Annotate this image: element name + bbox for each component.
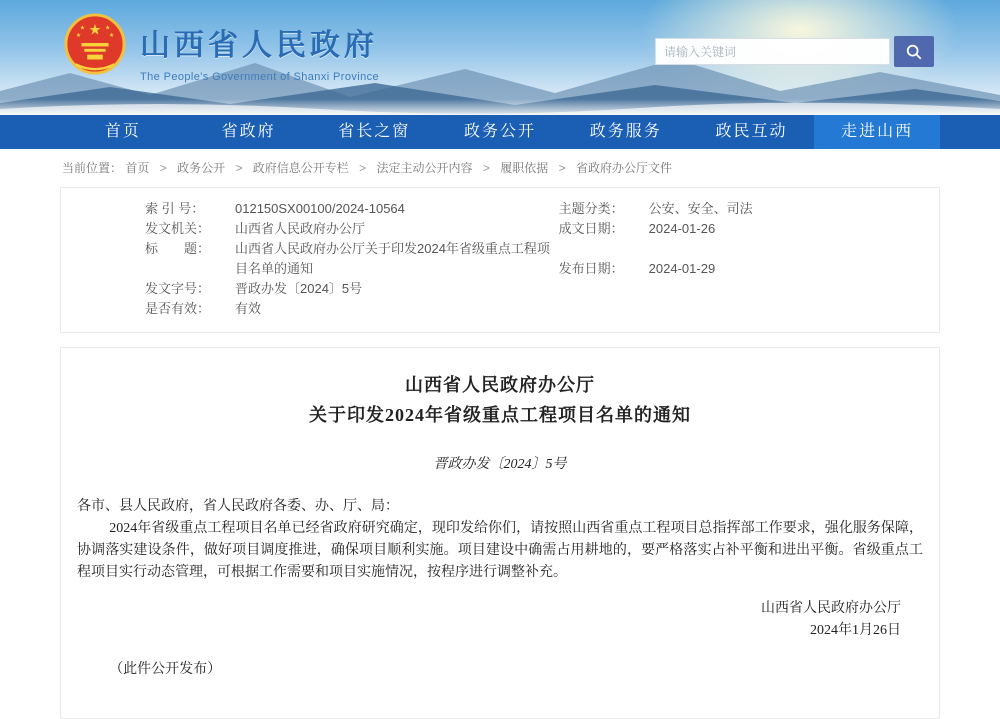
nav-item-public-interaction[interactable]: 政民互动 (715, 123, 788, 140)
signature-block (77, 598, 923, 642)
meta-row-index-number (145, 199, 553, 219)
signature-date: 2024年1月26日 (810, 623, 901, 638)
meta-row-written-date (559, 219, 939, 239)
nav-item-into-shanxi[interactable]: 走进山西 (814, 115, 940, 149)
nav-item-governor-window[interactable]: 省长之窗 (338, 123, 411, 140)
meta-label: 发文字号： (145, 281, 211, 296)
signature-organization: 山西省人民政府办公厅 (761, 601, 901, 616)
meta-value: 2024-01-26 (648, 221, 716, 236)
meta-row-issuing-agency (145, 219, 553, 239)
document-title-line2: 关于印发2024年省级重点工程项目名单的通知 (309, 405, 691, 425)
svg-text:★: ★ (79, 25, 86, 32)
breadcrumb-item-disclosure[interactable]: 政务公开 (177, 161, 226, 175)
meta-label: 是否有效： (145, 301, 211, 316)
search-input[interactable] (655, 38, 890, 65)
document-title-line1: 山西省人民政府办公厅 (405, 375, 595, 395)
svg-text:★: ★ (75, 33, 82, 40)
breadcrumb (0, 149, 1000, 187)
svg-text:★: ★ (104, 25, 111, 32)
metadata-right-column (553, 199, 939, 319)
search-icon (905, 43, 923, 61)
breadcrumb-item-info-column[interactable]: 政府信息公开专栏 (252, 161, 349, 175)
document-paragraph: 2024年省级重点工程项目名单已经省政府研究确定，现印发给你们，请按照山西省重点工程项目总指挥部工作要求，强化服务保障，协调落实建设条件，做好项目调度推进，确保项目顺利实施。项目建设中确需占用耕地的，要严格落实占补平衡和进出平衡。省级重点工程项目实行动态管理，可根据工作需要和项目实施情况，按程序进行调整补充。 (77, 521, 923, 580)
search-button[interactable] (894, 36, 934, 67)
breadcrumb-separator: > (482, 161, 490, 175)
breadcrumb-separator: > (359, 161, 367, 175)
search-bar (655, 36, 934, 67)
site-title: 山西省人民政府 (140, 29, 378, 62)
meta-row-theme-category (559, 199, 939, 219)
meta-label: 发文机关： (145, 221, 211, 236)
document-body (77, 496, 923, 584)
meta-row-title (145, 239, 553, 279)
svg-text:★: ★ (108, 33, 115, 40)
meta-label: 主题分类： (558, 201, 624, 216)
metadata-left-column (61, 199, 553, 319)
public-release-note: （此件公开发布） (109, 662, 222, 677)
breadcrumb-item-duty-basis[interactable]: 履职依据 (500, 161, 549, 175)
svg-text:★: ★ (88, 22, 102, 39)
document-number: 晋政办发〔2024〕5号 (433, 457, 567, 472)
document-metadata-panel (60, 187, 940, 333)
site-logo[interactable] (64, 8, 379, 83)
breadcrumb-prefix: 当前位置： (62, 161, 123, 175)
meta-row-publish-date (559, 259, 939, 279)
breadcrumb-separator: > (235, 161, 243, 175)
nav-item-gov-services[interactable]: 政务服务 (589, 123, 662, 140)
document-content-panel (60, 347, 940, 719)
breadcrumb-separator: > (159, 161, 167, 175)
breadcrumb-separator: > (558, 161, 566, 175)
nav-item-provincial-government[interactable]: 省政府 (221, 123, 276, 140)
document-salutation: 各市、县人民政府，省人民政府各委、办、厅、局： (77, 499, 399, 514)
meta-value: 2024-01-29 (648, 261, 716, 276)
meta-label: 索 引 号： (145, 201, 205, 216)
breadcrumb-item-home[interactable]: 首页 (125, 161, 150, 175)
nav-item-home[interactable]: 首页 (104, 123, 141, 140)
meta-value: 公安、安全、司法 (648, 201, 753, 216)
site-subtitle: The People's Government of Shanxi Province (140, 71, 380, 83)
meta-value: 山西省人民政府办公厅关于印发2024年省级重点工程项目名单的通知 (235, 241, 550, 276)
meta-row-validity (145, 299, 553, 319)
breadcrumb-item-office-documents[interactable]: 省政府办公厅文件 (575, 161, 672, 175)
meta-label: 标 题： (145, 241, 211, 256)
main-nav (0, 115, 1000, 149)
meta-label: 发布日期： (558, 261, 624, 276)
breadcrumb-item-statutory-content[interactable]: 法定主动公开内容 (376, 161, 473, 175)
meta-value: 山西省人民政府办公厅 (235, 221, 366, 236)
site-banner (0, 0, 1000, 115)
meta-value: 晋政办发〔2024〕5号 (235, 281, 363, 296)
meta-label: 成文日期： (558, 221, 624, 236)
nav-item-gov-affairs-disclosure[interactable]: 政务公开 (464, 123, 537, 140)
meta-row-document-number (145, 279, 553, 299)
meta-value: 有效 (235, 301, 262, 316)
meta-value: 012150SX00100/2024-10564 (235, 201, 405, 216)
national-emblem-icon (64, 8, 126, 80)
